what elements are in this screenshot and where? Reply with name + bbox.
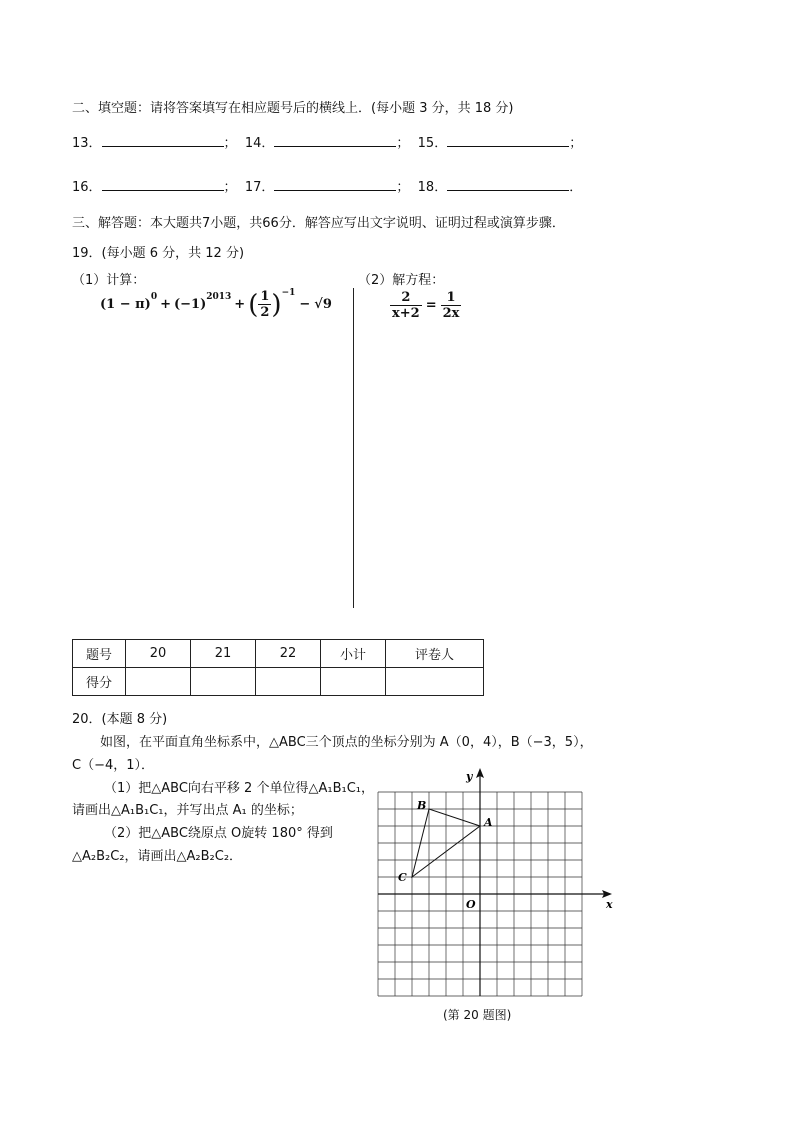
q20-part1-line2: 请画出△A₁B₁C₁，并写出点 A₁ 的坐标；	[72, 803, 303, 818]
score-table-score-row: 得分	[73, 668, 484, 696]
figure-caption: (第 20 题图)	[443, 1008, 512, 1022]
q20-part2-line2: △A₂B₂C₂，请画出△A₂B₂C₂．	[72, 849, 243, 864]
answer-blank-15[interactable]	[447, 134, 569, 147]
blank-label-18: 18．	[417, 180, 448, 195]
score-table-header-row: 题号 20 21 22 小计 评卷人	[73, 640, 484, 668]
answer-blank-16[interactable]	[102, 178, 224, 191]
score-table	[72, 639, 484, 696]
q20-intro-line2: C（−4，1）．	[72, 758, 155, 773]
blank-row-1: 13． ； 14． ； 15． ；	[72, 136, 583, 151]
score-cell[interactable]	[191, 668, 256, 696]
answer-blank-17[interactable]	[274, 178, 396, 191]
score-cell[interactable]	[256, 668, 321, 696]
q19-part2-label: （2）解方程：	[358, 273, 445, 288]
score-cell[interactable]	[126, 668, 191, 696]
q19-title: 19．(每小题 6 分，共 12 分)	[72, 246, 245, 261]
column-divider	[353, 288, 354, 608]
x-axis-label: x	[606, 898, 613, 911]
q20-title: 20．(本题 8 分)	[72, 712, 168, 727]
q20-intro-line1: 如图，在平面直角坐标系中，△ABC三个顶点的坐标分别为 A（0，4），B（−3，5），	[100, 735, 593, 750]
blank-label-14: 14．	[244, 136, 275, 151]
section3-heading: 三、解答题：本大题共7小题，共66分．解答应写出文字说明、证明过程或演算步骤．	[72, 216, 565, 231]
coordinate-grid-figure	[370, 768, 613, 1008]
answer-blank-18[interactable]	[447, 178, 569, 191]
grader-cell[interactable]	[386, 668, 484, 696]
y-axis-label: y	[466, 770, 473, 783]
point-label-c: C	[398, 871, 407, 884]
blank-label-13: 13．	[72, 136, 102, 151]
answer-blank-14[interactable]	[274, 134, 396, 147]
q20-part2-line1: （2）把△ABC绕原点 O旋转 180° 得到	[104, 826, 333, 841]
point-label-a: A	[484, 816, 493, 829]
q19-part2-equation: $\frac{2}{x+2}$ = $\frac{1}{2x}$	[392, 290, 460, 321]
fraction-one-half: $\frac{1}{2}$	[260, 289, 270, 320]
section2-heading: 二、填空题：请将答案填写在相应题号后的横线上．(每小题 3 分，共 18 分)	[72, 101, 514, 116]
blank-label-17: 17．	[244, 180, 275, 195]
score-cell[interactable]	[321, 668, 386, 696]
q20-part1-line1: （1）把△ABC向右平移 2 个单位得△A₁B₁C₁，	[104, 781, 374, 796]
q19-part1-label: （1）计算：	[72, 273, 146, 288]
q19-part1-expression: (1 − π) $^0$ + (−1) $^{2013}$ + ( $\frac{1}{2}$ ) $^{-1}$ − √9	[100, 287, 332, 320]
blank-label-16: 16．	[72, 180, 102, 195]
blank-row-2: 16． ； 17． ； 18． ．	[72, 180, 583, 195]
origin-label: O	[466, 898, 476, 911]
answer-blank-13[interactable]	[102, 134, 224, 147]
point-label-b: B	[417, 799, 427, 812]
blank-label-15: 15．	[417, 136, 448, 151]
